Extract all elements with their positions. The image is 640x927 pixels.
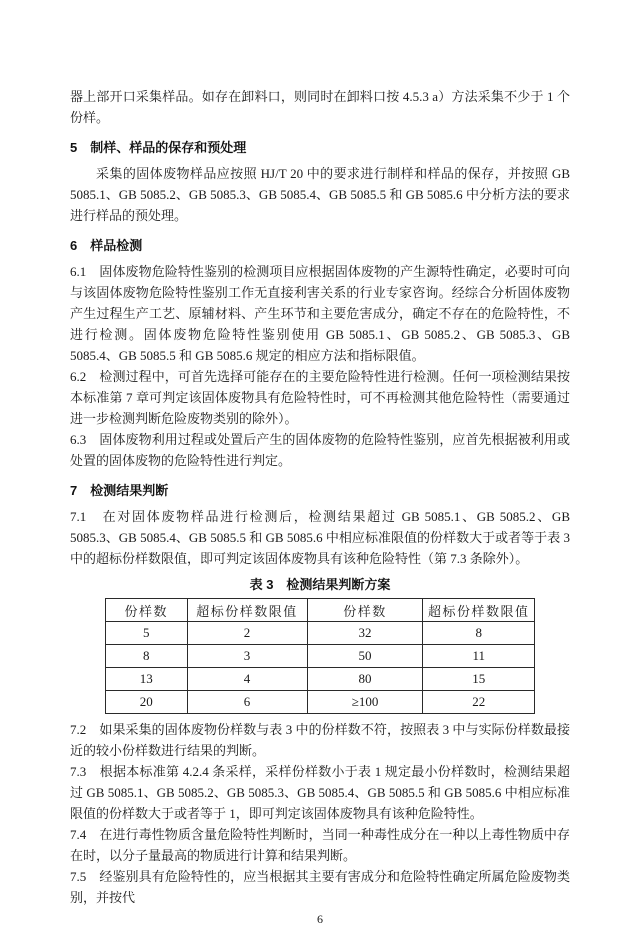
table-cell: 11 (423, 645, 535, 668)
clause-7-1-paragraph: 7.1 在对固体废物样品进行检测后，检测结果超过 GB 5085.1、GB 5085.2、GB 5085.3、GB 5085.4、GB 5085.5 和 GB 5085.6 中相应标准限值的份样数大于或者等于表 3 中的超标份样数限值，即可判定该固体废物具有该种危险特性（第 7.3 条除外）。 (70, 509, 570, 566)
table-cell: 20 (106, 691, 188, 714)
clause-7-5-paragraph: 7.5 经鉴别具有危险特性的，应当根据其主要有害成分和危险特性确定所属危险废物类别，并按代 (70, 869, 570, 905)
table-cell: 2 (187, 622, 307, 645)
clause-7-4-paragraph: 7.4 在进行毒性物质含量危险特性判断时，当同一种毒性成分在一种以上毒性物质中存在时，以分子量最高的物质进行计算和结果判断。 (70, 827, 570, 863)
table-row (106, 668, 535, 691)
section-5-paragraph: 采集的固体废物样品应按照 HJ/T 20 中的要求进行制样和样品的保存，并按照 GB 5085.1、GB 5085.2、GB 5085.3、GB 5085.4、GB 5085.5 和 GB 5085.6 中分析方法的要求进行样品的预处理。 (70, 166, 570, 223)
table-row (106, 645, 535, 668)
table-header-row (106, 599, 535, 622)
header-cell-sample-count-1: 份样数 (106, 599, 188, 622)
table-cell: 13 (106, 668, 188, 691)
table-cell: 50 (307, 645, 423, 668)
table-cell: 8 (106, 645, 188, 668)
table-cell: 15 (423, 668, 535, 691)
page-number: 6 (317, 912, 323, 926)
clause-6-3-paragraph: 6.3 固体废物利用过程或处置后产生的固体废物的危险特性鉴别，应首先根据被利用或处置的固体废物的危险特性进行判定。 (70, 432, 570, 468)
table-cell: 22 (423, 691, 535, 714)
continued-paragraph: 器上部开口采集样品。如存在卸料口，则同时在卸料口按 4.5.3 a）方法采集不少于 1 个份样。 (70, 89, 570, 125)
clause-6-2-paragraph: 6.2 检测过程中，可首先选择可能存在的主要危险特性进行检测。任何一项检测结果按本标准第 7 章可判定该固体废物具有危险特性时，可不再检测其他危险特性（需要通过进一步检测判断危险废物类别的除外）。 (70, 369, 570, 426)
table-cell: 3 (187, 645, 307, 668)
clause-6-1-paragraph: 6.1 固体废物危险特性鉴别的检测项目应根据固体废物的产生源特性确定，必要时可向与该固体废物危险特性鉴别工作无直接利害关系的行业专家咨询。经综合分析固体废物产生过程生产工艺、原辅材料、产生环节和主要危害成分，确定不存在的危险特性，不进行检测。固体废物危险特性鉴别使用 GB 5085.1、GB 5085.2、GB 5085.3、GB 5085.4、GB 5085.5 和 GB 5085.6 规定的相应方法和指标限值。 (70, 264, 570, 363)
clause-7-2-paragraph: 7.2 如果采集的固体废物份样数与表 3 中的份样数不符，按照表 3 中与实际份样数最接近的较小份样数进行结果的判断。 (70, 722, 570, 758)
table-cell: 5 (106, 622, 188, 645)
table-cell: 6 (187, 691, 307, 714)
table-row (106, 622, 535, 645)
section-5-heading: 5 制样、样品的保存和预处理 (70, 140, 247, 155)
header-cell-exceed-limit-1: 超标份样数限值 (187, 599, 307, 622)
table-cell: 4 (187, 668, 307, 691)
table-cell: 80 (307, 668, 423, 691)
clause-7-3-paragraph: 7.3 根据本标准第 4.2.4 条采样，采样份样数小于表 1 规定最小份样数时，检测结果超过 GB 5085.1、GB 5085.2、GB 5085.3、GB 5085.4、GB 5085.5 和 GB 5085.6 中相应标准限值的份样数大于或者等于 1，即可判定该固体废物具有该种危险特性。 (70, 764, 570, 821)
table-cell: ≥100 (307, 691, 423, 714)
table-3-caption: 表 3 检测结果判断方案 (249, 577, 391, 592)
table-3-judgement-scheme (105, 598, 535, 714)
table-cell: 8 (423, 622, 535, 645)
section-6-heading: 6 样品检测 (70, 238, 143, 253)
table-cell: 32 (307, 622, 423, 645)
section-7-heading: 7 检测结果判断 (70, 483, 169, 498)
header-cell-exceed-limit-2: 超标份样数限值 (423, 599, 535, 622)
header-cell-sample-count-2: 份样数 (307, 599, 423, 622)
table-row (106, 691, 535, 714)
